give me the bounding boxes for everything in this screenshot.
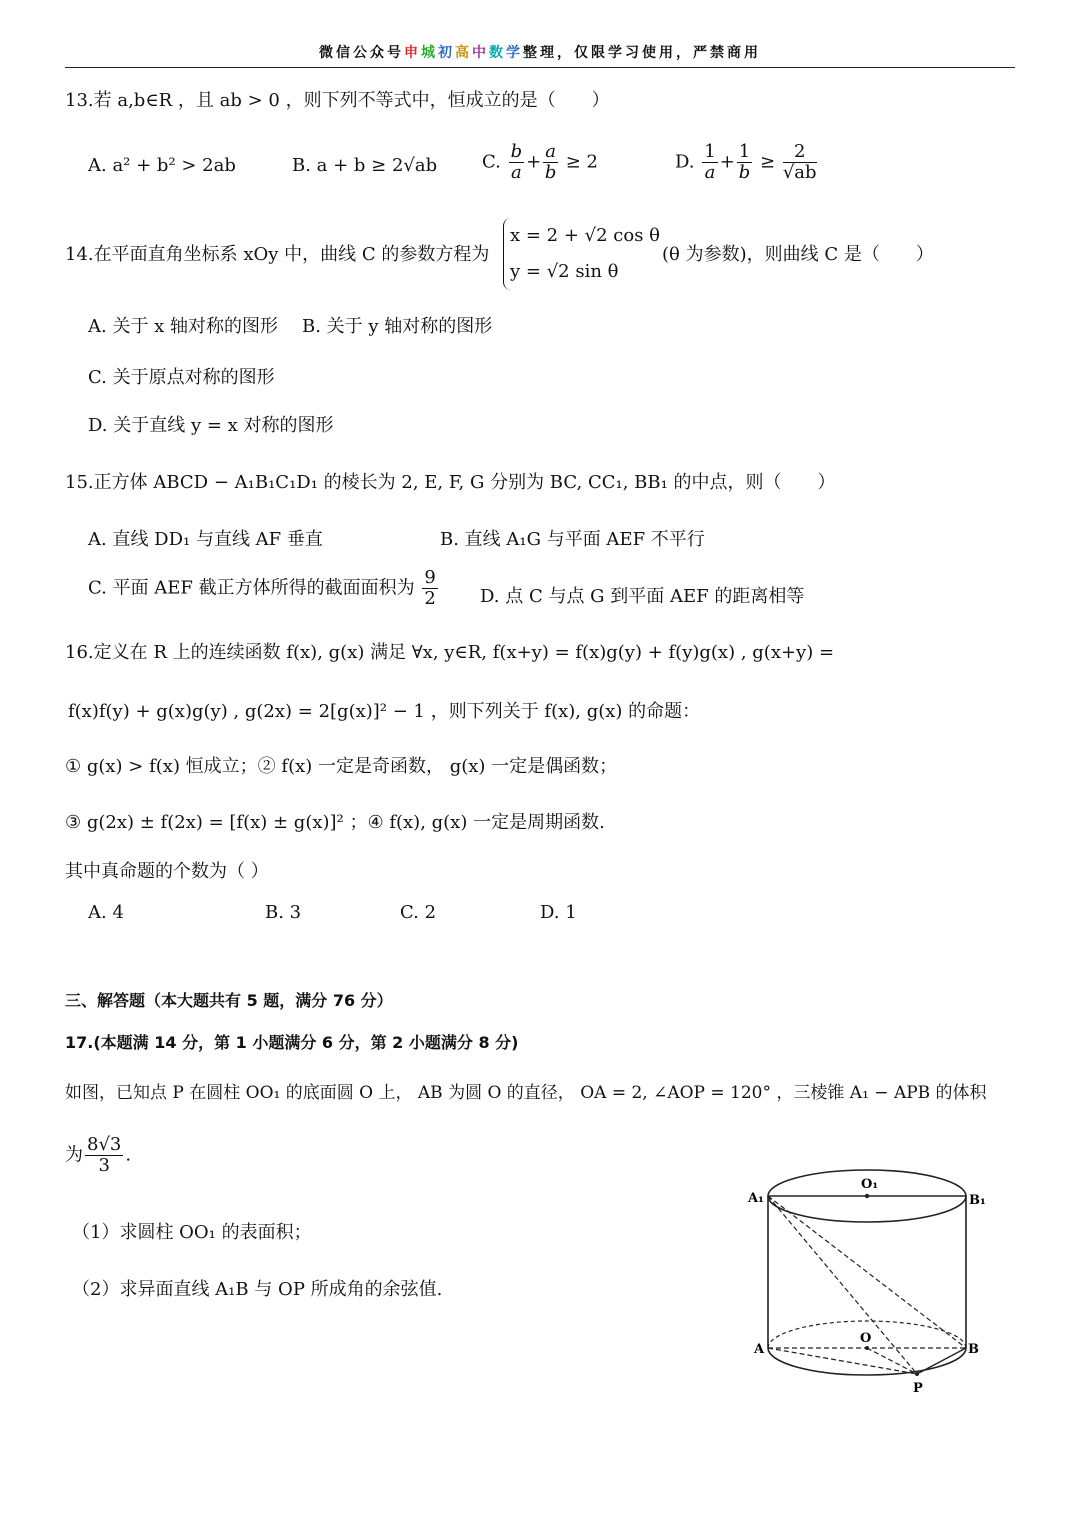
q15-option-c: C. 平面 AEF 截正方体所得的截面面积为 $\frac{9}{2}$ xyxy=(88,567,436,609)
q14-option-c: C. 关于原点对称的图形 xyxy=(88,367,275,388)
label-A: A xyxy=(754,1342,765,1357)
q14-option-a: A. 关于 x 轴对称的图形 xyxy=(88,316,279,337)
segment-OP xyxy=(867,1348,917,1374)
q15-option-a: A. 直线 DD₁ 与直线 AF 垂直 xyxy=(88,529,323,550)
segment-A1B xyxy=(768,1196,966,1348)
segment-BP xyxy=(917,1348,966,1374)
page-header xyxy=(0,42,1080,62)
q17-line-1: 如图，已知点 P 在圆柱 OO₁ 的底面圆 O 上， AB 为圆 O 的直径， OA = 2, ∠AOP = 120° ，三棱锥 A₁ − APB 的体积 xyxy=(65,1083,987,1103)
point-O xyxy=(865,1346,869,1350)
q16-line-2: f(x)f(y) + g(x)g(y) , g(2x) = 2[g(x)]² − 1 ，则下列关于 f(x), g(x) 的命题： xyxy=(68,701,701,722)
label-O: O xyxy=(860,1331,872,1346)
q16-line-5: 其中真命题的个数为（ ） xyxy=(65,861,269,882)
q16-option-c: C. 2 xyxy=(400,902,437,923)
q14-equation-system xyxy=(503,218,660,290)
cylinder-figure xyxy=(745,1160,995,1405)
q16-option-d: D. 1 xyxy=(540,902,577,923)
segment-AP xyxy=(768,1348,917,1374)
point-O1 xyxy=(865,1194,869,1198)
q16-option-a: A. 4 xyxy=(88,902,124,923)
q17-sub-1: （1）求圆柱 OO₁ 的表面积； xyxy=(72,1222,312,1243)
q17-title: 17.(本题满 14 分，第 1 小题满分 6 分，第 2 小题满分 8 分) xyxy=(65,1033,519,1052)
q15-option-b: B. 直线 A₁G 与平面 AEF 不平行 xyxy=(440,529,705,550)
q16-line-3: ① g(x) > f(x) 恒成立；② f(x) 一定是奇函数， g(x) 一定是偶函数； xyxy=(65,756,618,777)
q14-eq2: y = √2 sin θ xyxy=(510,261,619,282)
q13-option-b: B. a + b ≥ 2√ab xyxy=(292,155,438,176)
bottom-ellipse-front xyxy=(768,1348,966,1375)
q13-option-a: A. a² + b² > 2ab xyxy=(88,155,236,176)
q14-option-d: D. 关于直线 y = x 对称的图形 xyxy=(88,415,334,436)
q17-sub-2: （2）求异面直线 A₁B 与 OP 所成角的余弦值. xyxy=(72,1279,443,1300)
q14-option-b: B. 关于 y 轴对称的图形 xyxy=(302,316,493,337)
q14-stem-left: 14.在平面直角坐标系 xOy 中，曲线 C 的参数方程为 xyxy=(65,244,490,265)
header-prefix: 微信公众号 xyxy=(319,45,404,61)
q15-option-d: D. 点 C 与点 G 到平面 AEF 的距离相等 xyxy=(480,586,805,607)
q14-eq1: x = 2 + √2 cos θ xyxy=(510,225,661,246)
label-B1: B₁ xyxy=(969,1193,986,1208)
segment-A1P xyxy=(768,1196,917,1374)
q13-stem: 13.若 a,b∈R ，且 ab > 0 ，则下列不等式中，恒成立的是（ ） xyxy=(65,90,610,111)
q13-option-d: D. $\frac{1}{a}$ + $\frac{1}{b}$ ≥ $\frac{2}{√ab}$ xyxy=(675,141,817,183)
label-A1: A₁ xyxy=(748,1191,764,1206)
header-suffix: 整理，仅限学习使用，严禁商用 xyxy=(523,45,761,61)
q16-line-4: ③ g(2x) ± f(2x) = [f(x) ± g(x)]² ；④ f(x), g(x) 一定是周期函数. xyxy=(65,812,605,833)
q15-stem: 15.正方体 ABCD − A₁B₁C₁D₁ 的棱长为 2, E, F, G 分别为 BC, CC₁, BB₁ 的中点，则（ ） xyxy=(65,472,836,493)
q14-stem-right: (θ 为参数)，则曲线 C 是（ ） xyxy=(662,244,934,265)
header-brand: 申城初高中数学 xyxy=(404,45,523,61)
label-P: P xyxy=(913,1381,923,1396)
q16-option-b: B. 3 xyxy=(265,902,302,923)
label-B: B xyxy=(968,1342,979,1357)
q16-line-1: 16.定义在 R 上的连续函数 f(x), g(x) 满足 ∀x, y∈R, f(x+y) = f(x)g(y) + f(y)g(x) , g(x+y) = xyxy=(65,642,835,663)
q17-line-2: 为 $\frac{8√3}{3}$ . xyxy=(65,1134,132,1176)
header-divider xyxy=(65,67,1015,68)
section-3-title: 三、解答题（本大题共有 5 题，满分 76 分） xyxy=(65,991,393,1010)
label-O1: O₁ xyxy=(861,1177,879,1192)
q13-option-c: C. $\frac{b}{a}$ + $\frac{a}{b}$ ≥ 2 xyxy=(482,141,598,183)
point-P xyxy=(915,1372,919,1376)
